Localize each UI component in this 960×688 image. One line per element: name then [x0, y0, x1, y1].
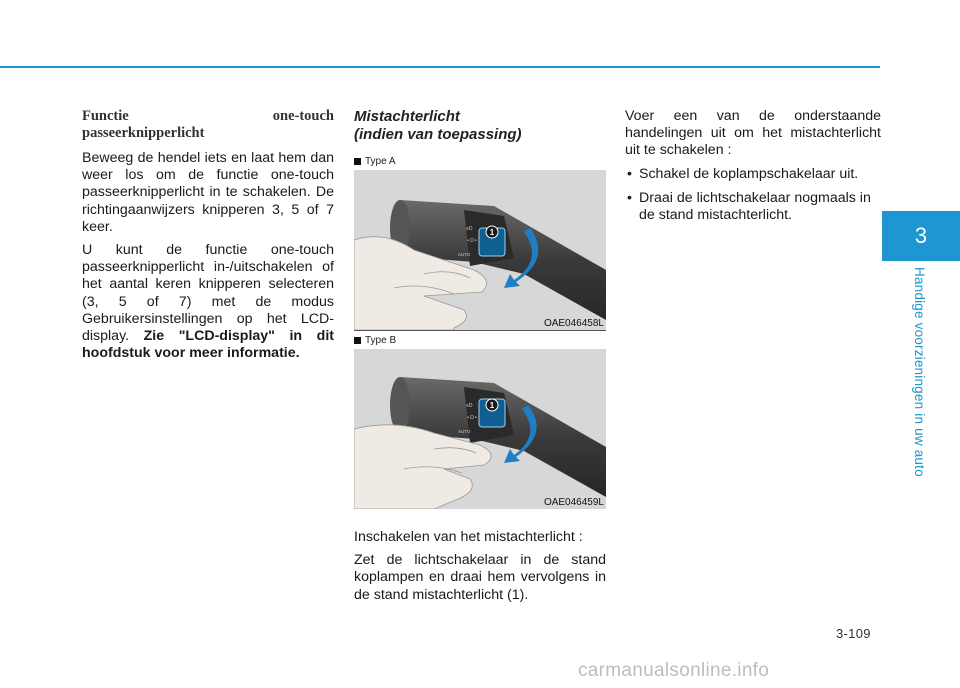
chapter-number: 3 — [914, 223, 928, 248]
auto-label: AUTO — [458, 252, 471, 257]
figure-type-a — [354, 170, 606, 330]
svg-text:⚬D⚬: ⚬D⚬ — [466, 238, 478, 244]
stalk-illustration — [354, 349, 606, 509]
paragraph-fog-on-title: Inschakelen van het mistachterlicht : — [354, 529, 583, 545]
page-number: 3-109 — [836, 626, 871, 641]
list-item: • Draai de lichtschakelaar nogmaals in de stand mistachterlicht. — [625, 190, 881, 224]
column-three — [625, 108, 881, 231]
chapter-title-strip — [882, 261, 960, 688]
figure-code: OAE046459L — [543, 497, 604, 508]
column-two — [354, 108, 606, 610]
paragraph-fog-on-steps: Zet de lichtschakelaar in de stand koplampen en draai hem vervolgens in de stand mistachterlicht (1). — [354, 552, 606, 603]
heading-word-right: one-touch — [272, 108, 334, 124]
section-heading-one-touch — [82, 108, 334, 142]
list-item: • Schakel de koplampschakelaar uit. — [625, 166, 881, 183]
paragraph-one-touch-settings — [82, 242, 334, 362]
auto-label: AUTO — [458, 429, 471, 434]
marker-one: 1 — [489, 228, 495, 237]
figure-divider — [354, 330, 606, 331]
figure-type-label: Type B — [365, 334, 397, 346]
heading-line-two: passeerknipperlicht — [82, 125, 205, 141]
stalk-illustration — [354, 170, 606, 330]
heading-line-one: Mistachterlicht — [354, 108, 460, 125]
column-one — [82, 108, 334, 368]
figure-type-b — [354, 349, 606, 509]
paragraph-one-touch-usage: Beweeg de hendel iets en laat hem dan weer los om de functie one-touch passeerknipperlicht in te schakelen. De richtingaanwijzers knipperen 3, 5 of 7 keer. — [82, 150, 334, 235]
square-bullet-icon — [354, 158, 361, 165]
header-rule — [0, 66, 880, 68]
watermark[interactable]: carmanualsonline.info — [578, 660, 770, 681]
figure-caption-type-a — [354, 154, 606, 168]
marker-one: 1 — [489, 401, 495, 410]
figure-caption-type-b — [354, 333, 606, 347]
settings-text: U kunt de functie one-touch passeerknipperlicht in-/uitschakelen of het aantal keren knipperen selecteren (3, 5 of 7) met de modus Gebruikersinstellingen op het LCD-display. — [82, 242, 334, 345]
figure-type-label: Type A — [365, 155, 396, 167]
fog-off-list — [625, 166, 881, 225]
section-heading-rear-fog — [354, 108, 606, 144]
figure-code: OAE046458L — [543, 318, 604, 329]
square-bullet-icon — [354, 337, 361, 344]
lcd-reference: Zie "LCD-display" in dit hoofdstuk voor meer informatie. — [82, 328, 334, 362]
svg-text:⚬D⚬: ⚬D⚬ — [466, 415, 478, 421]
svg-text:≡D: ≡D — [466, 226, 473, 232]
svg-text:≡D: ≡D — [466, 403, 473, 409]
heading-word-left: Functie — [82, 108, 129, 124]
heading-line-two: (indien van toepassing) — [354, 126, 522, 143]
chapter-number-tab[interactable] — [882, 211, 960, 261]
paragraph-fog-off-intro: Voer een van de onderstaande handelingen uit om het mistachterlicht uit te schakelen : — [625, 108, 881, 159]
chapter-title: Handige voorzieningen in uw auto — [912, 267, 927, 477]
